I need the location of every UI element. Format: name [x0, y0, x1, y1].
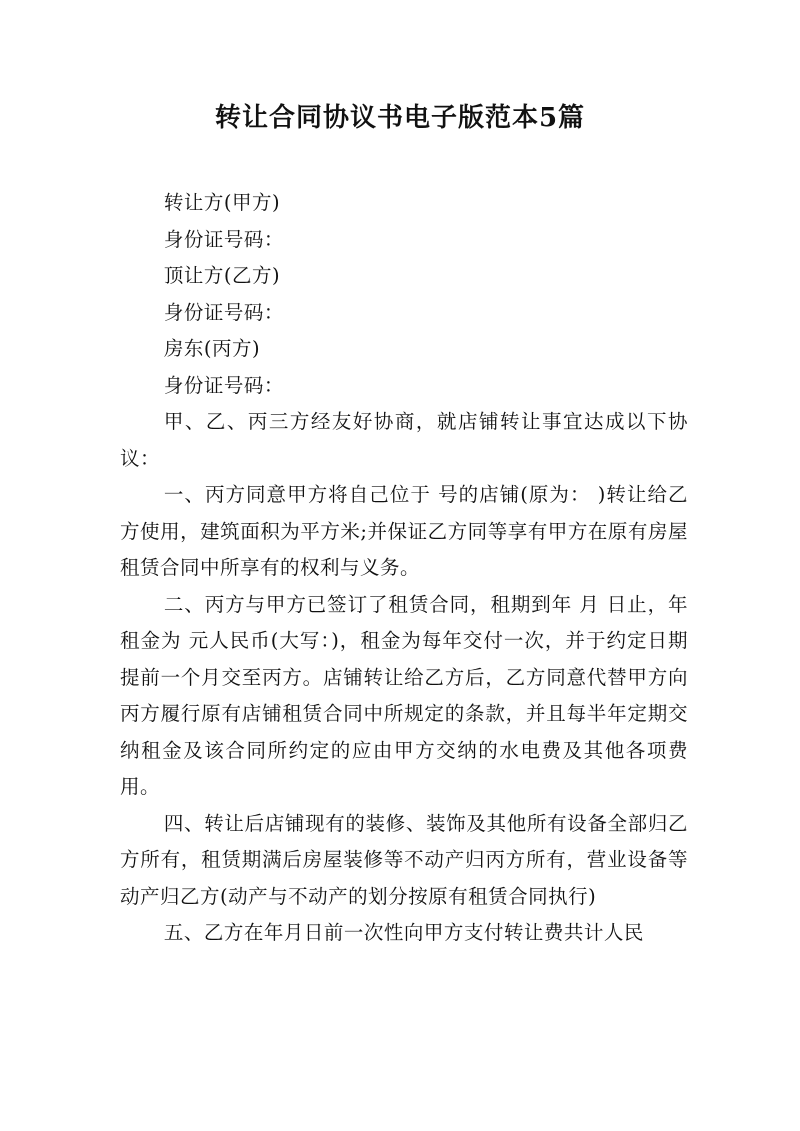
paragraph-clause-4: 四、转让后店铺现有的装修、装饰及其他所有设备全部归乙方所有，租赁期满后房屋装修等不动产归丙方所有，营业设备等动产归乙方(动产与不动产的划分按原有租赁合同执行): [120, 811, 688, 908]
paragraph-transferee-id: 身份证号码：: [163, 300, 284, 324]
paragraph-transferee: 顶让方(乙方): [163, 264, 281, 287]
paragraph-transferor: 转让方(甲方): [163, 191, 281, 214]
paragraph-preamble: 甲、乙、丙三方经友好协商，就店铺转让事宜达成以下协议：: [120, 410, 688, 470]
paragraph-clause-5: 五、乙方在年月日前一次性向甲方支付转让费共计人民: [163, 921, 644, 944]
paragraph-landlord: 房东(丙方): [163, 337, 261, 360]
paragraph-clause-1: 一、丙方同意甲方将自己位于 号的店铺(原为： )转让给乙方使用，建筑面积为平方米;并保证乙方同等享有甲方在原有房屋租赁合同中所享有的权利与义务。: [120, 483, 688, 579]
paragraph-transferor-id: 身份证号码：: [163, 227, 284, 251]
document-body: [120, 185, 688, 952]
paragraph-clause-2: 二、丙方与甲方已签订了租赁合同，租期到年 月 日止，年租金为 元人民币(大写：)，租金为每年交付一次，并于约定日期提前一个月交至丙方。店铺转让给乙方后，乙方同意代替甲方向丙方履行原有店铺租赁合同中所规定的条款，并且每半年定期交纳租金及该合同所约定的应由甲方交纳的水电费及其他各项费用。: [120, 592, 688, 798]
paragraph-landlord-id: 身份证号码：: [163, 373, 284, 397]
document-title: 转让合同协议书电子版范本5篇: [214, 103, 586, 133]
